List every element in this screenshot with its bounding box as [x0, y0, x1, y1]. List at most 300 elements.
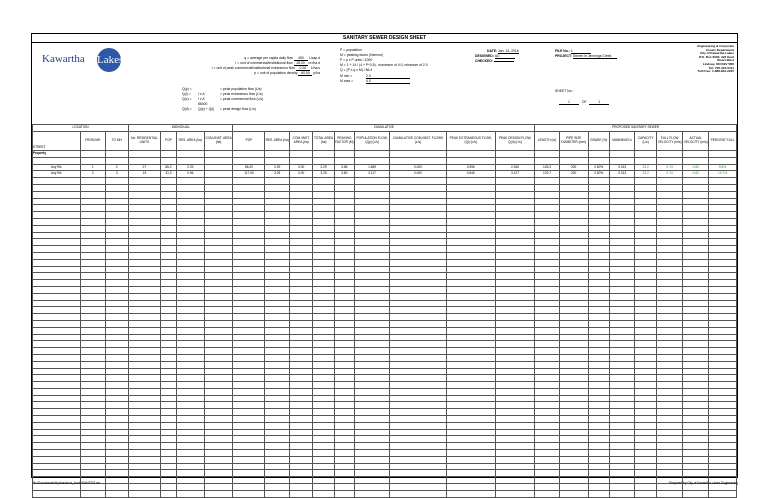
table-cell[interactable]	[709, 395, 737, 402]
table-cell[interactable]	[334, 307, 354, 314]
table-cell[interactable]	[354, 300, 389, 307]
table-cell[interactable]	[105, 375, 128, 382]
table-cell[interactable]	[559, 178, 588, 185]
table-cell[interactable]	[289, 225, 312, 232]
table-cell[interactable]	[334, 151, 354, 158]
table-cell[interactable]	[176, 286, 204, 293]
table-cell[interactable]	[176, 259, 204, 266]
table-cell[interactable]	[709, 198, 737, 205]
table-cell[interactable]	[635, 232, 656, 239]
table-cell[interactable]	[683, 320, 709, 327]
table-cell[interactable]: 3.80	[334, 171, 354, 178]
table-cell[interactable]	[635, 286, 656, 293]
table-cell[interactable]	[559, 307, 588, 314]
table-cell[interactable]	[390, 327, 447, 334]
table-cell[interactable]	[176, 293, 204, 300]
table-cell[interactable]	[204, 273, 233, 280]
table-cell[interactable]	[709, 422, 737, 429]
table-cell[interactable]	[33, 191, 81, 198]
table-cell[interactable]: 15	[128, 171, 160, 178]
table-cell[interactable]	[635, 151, 656, 158]
table-cell[interactable]	[128, 178, 160, 185]
table-cell[interactable]	[656, 286, 683, 293]
table-cell[interactable]	[128, 416, 160, 423]
table-cell[interactable]	[683, 157, 709, 164]
table-cell[interactable]	[354, 232, 389, 239]
table-cell[interactable]	[354, 151, 389, 158]
table-cell[interactable]	[559, 341, 588, 348]
table-cell[interactable]	[709, 368, 737, 375]
table-cell[interactable]	[80, 375, 105, 382]
table-cell[interactable]	[535, 232, 560, 239]
table-cell[interactable]	[495, 151, 535, 158]
table-cell[interactable]	[265, 307, 290, 314]
table-cell[interactable]	[204, 286, 233, 293]
table-cell[interactable]	[289, 348, 312, 355]
table-cell[interactable]	[204, 164, 233, 171]
table-cell[interactable]	[709, 232, 737, 239]
table-cell[interactable]	[390, 307, 447, 314]
table-cell[interactable]	[160, 416, 176, 423]
table-cell[interactable]	[233, 184, 265, 191]
table-cell[interactable]	[33, 443, 81, 450]
table-cell[interactable]	[588, 348, 609, 355]
table-cell[interactable]	[588, 443, 609, 450]
table-cell[interactable]	[265, 273, 290, 280]
table-cell[interactable]	[635, 443, 656, 450]
table-cell[interactable]: 3.117	[354, 171, 389, 178]
table-cell[interactable]	[334, 178, 354, 185]
table-cell[interactable]	[495, 368, 535, 375]
table-cell[interactable]	[265, 293, 290, 300]
table-cell[interactable]	[656, 246, 683, 253]
table-cell[interactable]	[176, 225, 204, 232]
table-cell[interactable]	[609, 361, 635, 368]
table-cell[interactable]	[535, 293, 560, 300]
table-cell[interactable]	[495, 191, 535, 198]
table-cell[interactable]	[609, 198, 635, 205]
table-cell[interactable]	[204, 368, 233, 375]
table-cell[interactable]	[535, 422, 560, 429]
table-cell[interactable]	[33, 205, 81, 212]
table-cell[interactable]	[204, 280, 233, 287]
table-cell[interactable]	[160, 382, 176, 389]
table-cell[interactable]	[233, 361, 265, 368]
table-cell[interactable]	[334, 205, 354, 212]
table-cell[interactable]	[80, 429, 105, 436]
table-cell[interactable]	[683, 184, 709, 191]
table-cell[interactable]	[204, 341, 233, 348]
table-cell[interactable]: 13.7%	[709, 171, 737, 178]
table-cell[interactable]	[446, 416, 495, 423]
table-cell[interactable]	[635, 212, 656, 219]
table-cell[interactable]	[535, 382, 560, 389]
table-cell[interactable]	[265, 151, 290, 158]
table-cell[interactable]	[105, 456, 128, 463]
table-cell[interactable]	[390, 157, 447, 164]
table-cell[interactable]	[354, 239, 389, 246]
table-cell[interactable]	[160, 422, 176, 429]
table-cell[interactable]: 9.8%	[709, 164, 737, 171]
table-cell[interactable]	[390, 382, 447, 389]
table-cell[interactable]	[289, 157, 312, 164]
table-cell[interactable]	[609, 205, 635, 212]
table-cell[interactable]: 0.013	[609, 164, 635, 171]
table-cell[interactable]	[128, 320, 160, 327]
table-cell[interactable]	[446, 409, 495, 416]
table-cell[interactable]	[313, 402, 334, 409]
table-cell[interactable]	[204, 382, 233, 389]
table-cell[interactable]	[709, 388, 737, 395]
table-cell[interactable]	[656, 382, 683, 389]
table-cell[interactable]	[635, 280, 656, 287]
table-cell[interactable]	[33, 266, 81, 273]
table-cell[interactable]	[656, 368, 683, 375]
table-cell[interactable]	[495, 178, 535, 185]
table-cell[interactable]	[495, 382, 535, 389]
table-cell[interactable]	[390, 375, 447, 382]
table-cell[interactable]	[635, 239, 656, 246]
table-cell[interactable]	[354, 490, 389, 497]
table-cell[interactable]	[176, 429, 204, 436]
table-cell[interactable]	[709, 490, 737, 497]
table-cell[interactable]: 200	[559, 171, 588, 178]
table-cell[interactable]	[33, 320, 81, 327]
table-cell[interactable]	[105, 490, 128, 497]
table-cell[interactable]	[105, 252, 128, 259]
table-cell[interactable]	[446, 395, 495, 402]
table-cell[interactable]	[588, 320, 609, 327]
table-cell[interactable]	[33, 422, 81, 429]
table-cell[interactable]	[609, 463, 635, 470]
table-cell[interactable]	[176, 307, 204, 314]
table-cell[interactable]	[204, 477, 233, 484]
table-cell[interactable]	[354, 246, 389, 253]
table-cell[interactable]	[265, 463, 290, 470]
table-cell[interactable]	[588, 395, 609, 402]
table-cell[interactable]	[128, 436, 160, 443]
table-cell[interactable]	[535, 157, 560, 164]
table-cell[interactable]	[683, 205, 709, 212]
table-cell[interactable]	[535, 280, 560, 287]
table-cell[interactable]	[588, 178, 609, 185]
table-cell[interactable]	[446, 484, 495, 491]
table-cell[interactable]	[588, 354, 609, 361]
table-cell[interactable]	[204, 443, 233, 450]
table-cell[interactable]: 117.50	[233, 171, 265, 178]
table-cell[interactable]	[265, 402, 290, 409]
table-cell[interactable]	[204, 348, 233, 355]
table-cell[interactable]: 0.596	[446, 164, 495, 171]
table-cell[interactable]	[656, 191, 683, 198]
table-cell[interactable]	[446, 456, 495, 463]
table-cell[interactable]: 23.2	[635, 164, 656, 171]
table-cell[interactable]	[334, 157, 354, 164]
table-cell[interactable]	[33, 490, 81, 497]
table-cell[interactable]	[265, 395, 290, 402]
table-cell[interactable]	[446, 259, 495, 266]
table-cell[interactable]	[128, 225, 160, 232]
table-cell[interactable]	[588, 266, 609, 273]
table-cell[interactable]	[128, 395, 160, 402]
table-cell[interactable]	[128, 157, 160, 164]
table-cell[interactable]	[535, 320, 560, 327]
table-cell[interactable]	[176, 273, 204, 280]
table-cell[interactable]	[446, 361, 495, 368]
table-cell[interactable]	[313, 252, 334, 259]
table-cell[interactable]	[334, 191, 354, 198]
table-cell[interactable]	[265, 218, 290, 225]
table-cell[interactable]	[176, 416, 204, 423]
table-cell[interactable]	[80, 252, 105, 259]
table-cell[interactable]	[33, 218, 81, 225]
table-cell[interactable]	[446, 477, 495, 484]
table-cell[interactable]	[709, 436, 737, 443]
table-cell[interactable]	[289, 239, 312, 246]
table-cell[interactable]	[390, 361, 447, 368]
table-cell[interactable]	[656, 456, 683, 463]
table-cell[interactable]	[334, 246, 354, 253]
table-cell[interactable]	[105, 402, 128, 409]
table-cell[interactable]	[160, 259, 176, 266]
table-cell[interactable]	[265, 409, 290, 416]
table-cell[interactable]	[609, 191, 635, 198]
table-cell[interactable]	[204, 314, 233, 321]
table-cell[interactable]	[233, 320, 265, 327]
table-cell[interactable]	[588, 252, 609, 259]
table-cell[interactable]	[233, 327, 265, 334]
table-cell[interactable]	[535, 286, 560, 293]
table-cell[interactable]	[495, 273, 535, 280]
table-cell[interactable]	[588, 157, 609, 164]
table-cell[interactable]	[334, 402, 354, 409]
table-cell[interactable]	[495, 259, 535, 266]
table-cell[interactable]	[204, 320, 233, 327]
table-cell[interactable]	[233, 225, 265, 232]
table-cell[interactable]	[354, 259, 389, 266]
table-cell[interactable]	[559, 429, 588, 436]
table-cell[interactable]	[128, 463, 160, 470]
table-cell[interactable]	[289, 320, 312, 327]
table-cell[interactable]	[609, 334, 635, 341]
table-cell[interactable]	[313, 388, 334, 395]
table-cell[interactable]	[176, 409, 204, 416]
table-cell[interactable]	[160, 443, 176, 450]
table-cell[interactable]	[233, 178, 265, 185]
table-cell[interactable]	[313, 490, 334, 497]
table-cell[interactable]	[635, 184, 656, 191]
table-cell[interactable]	[535, 198, 560, 205]
table-cell[interactable]: 1	[80, 164, 105, 171]
table-cell[interactable]	[390, 395, 447, 402]
table-cell[interactable]	[354, 450, 389, 457]
table-cell[interactable]: 129.7	[535, 171, 560, 178]
table-cell[interactable]	[354, 429, 389, 436]
table-cell[interactable]	[709, 382, 737, 389]
table-cell[interactable]	[80, 450, 105, 457]
table-cell[interactable]	[656, 416, 683, 423]
table-cell[interactable]	[559, 436, 588, 443]
table-cell[interactable]	[265, 484, 290, 491]
table-cell[interactable]	[289, 443, 312, 450]
table-cell[interactable]: 0.50%	[588, 171, 609, 178]
table-cell[interactable]	[233, 280, 265, 287]
table-cell[interactable]	[535, 443, 560, 450]
table-cell[interactable]	[265, 354, 290, 361]
table-cell[interactable]	[176, 341, 204, 348]
table-cell[interactable]	[105, 388, 128, 395]
table-cell[interactable]	[390, 320, 447, 327]
table-cell[interactable]	[683, 429, 709, 436]
table-cell[interactable]	[446, 218, 495, 225]
table-cell[interactable]	[313, 368, 334, 375]
table-cell[interactable]	[709, 327, 737, 334]
table-cell[interactable]	[334, 232, 354, 239]
table-cell[interactable]	[354, 375, 389, 382]
table-cell[interactable]	[635, 157, 656, 164]
table-cell[interactable]	[80, 246, 105, 253]
table-cell[interactable]	[160, 361, 176, 368]
table-cell[interactable]	[265, 259, 290, 266]
table-cell[interactable]	[176, 191, 204, 198]
table-cell[interactable]	[289, 252, 312, 259]
table-cell[interactable]	[683, 388, 709, 395]
table-cell[interactable]	[313, 259, 334, 266]
table-cell[interactable]	[289, 463, 312, 470]
table-cell[interactable]	[535, 395, 560, 402]
table-cell[interactable]	[609, 348, 635, 355]
table-cell[interactable]	[176, 300, 204, 307]
table-cell[interactable]	[354, 293, 389, 300]
table-cell[interactable]	[204, 450, 233, 457]
table-cell[interactable]	[265, 341, 290, 348]
table-cell[interactable]	[33, 314, 81, 321]
table-cell[interactable]	[334, 463, 354, 470]
table-cell[interactable]	[265, 450, 290, 457]
table-cell[interactable]	[80, 416, 105, 423]
table-cell[interactable]	[33, 307, 81, 314]
table-cell[interactable]	[289, 218, 312, 225]
table-cell[interactable]	[33, 225, 81, 232]
table-cell[interactable]	[334, 354, 354, 361]
table-cell[interactable]	[535, 409, 560, 416]
table-cell[interactable]	[559, 375, 588, 382]
table-cell[interactable]	[709, 273, 737, 280]
table-cell[interactable]	[105, 320, 128, 327]
table-cell[interactable]	[709, 191, 737, 198]
table-cell[interactable]	[683, 348, 709, 355]
table-cell[interactable]	[176, 348, 204, 355]
table-cell[interactable]	[683, 198, 709, 205]
table-cell[interactable]	[313, 463, 334, 470]
table-cell[interactable]	[204, 266, 233, 273]
table-cell[interactable]	[354, 157, 389, 164]
table-cell[interactable]	[334, 239, 354, 246]
table-cell[interactable]	[390, 402, 447, 409]
table-cell[interactable]	[390, 212, 447, 219]
table-cell[interactable]	[683, 259, 709, 266]
table-cell[interactable]	[176, 382, 204, 389]
table-cell[interactable]	[683, 300, 709, 307]
table-cell[interactable]	[160, 293, 176, 300]
table-cell[interactable]	[289, 395, 312, 402]
table-cell[interactable]	[709, 205, 737, 212]
table-cell[interactable]	[559, 151, 588, 158]
table-cell[interactable]	[609, 280, 635, 287]
table-cell[interactable]	[354, 348, 389, 355]
table-cell[interactable]	[334, 422, 354, 429]
table-cell[interactable]	[176, 484, 204, 491]
table-cell[interactable]	[204, 395, 233, 402]
checked-field[interactable]	[494, 61, 514, 62]
table-cell[interactable]	[354, 198, 389, 205]
table-cell[interactable]: 3.86	[334, 164, 354, 171]
table-cell[interactable]: 0.000	[390, 164, 447, 171]
table-cell[interactable]	[635, 225, 656, 232]
table-cell[interactable]	[709, 266, 737, 273]
table-cell[interactable]	[80, 341, 105, 348]
table-cell[interactable]	[446, 490, 495, 497]
table-cell[interactable]	[265, 280, 290, 287]
table-cell[interactable]	[559, 422, 588, 429]
table-cell[interactable]	[33, 239, 81, 246]
table-cell[interactable]	[80, 436, 105, 443]
table-cell[interactable]	[204, 212, 233, 219]
table-cell[interactable]	[535, 184, 560, 191]
table-cell[interactable]	[289, 490, 312, 497]
table-cell[interactable]	[354, 286, 389, 293]
table-cell[interactable]	[160, 470, 176, 477]
file-field[interactable]: 1	[571, 49, 591, 54]
table-cell[interactable]	[80, 354, 105, 361]
table-cell[interactable]	[495, 402, 535, 409]
table-cell[interactable]	[204, 205, 233, 212]
table-cell[interactable]	[128, 266, 160, 273]
table-cell[interactable]: 0.00	[289, 171, 312, 178]
table-cell[interactable]	[289, 293, 312, 300]
table-cell[interactable]	[128, 280, 160, 287]
table-cell[interactable]	[390, 341, 447, 348]
table-cell[interactable]	[128, 409, 160, 416]
table-cell[interactable]	[160, 300, 176, 307]
table-cell[interactable]	[354, 402, 389, 409]
table-cell[interactable]	[635, 382, 656, 389]
table-cell[interactable]	[446, 436, 495, 443]
table-cell[interactable]: 0.00	[289, 164, 312, 171]
table-cell[interactable]	[495, 334, 535, 341]
table-cell[interactable]	[233, 151, 265, 158]
table-cell[interactable]	[446, 232, 495, 239]
table-cell[interactable]	[204, 307, 233, 314]
table-cell[interactable]	[635, 300, 656, 307]
table-cell[interactable]	[446, 246, 495, 253]
table-cell[interactable]	[33, 436, 81, 443]
table-cell[interactable]	[656, 300, 683, 307]
table-cell[interactable]	[233, 205, 265, 212]
table-cell[interactable]	[656, 259, 683, 266]
project-field[interactable]: Steven in Jennings Creek	[573, 54, 617, 59]
table-cell[interactable]	[313, 429, 334, 436]
table-cell[interactable]	[559, 212, 588, 219]
table-cell[interactable]	[105, 246, 128, 253]
table-cell[interactable]	[160, 327, 176, 334]
table-cell[interactable]	[176, 375, 204, 382]
table-cell[interactable]	[128, 450, 160, 457]
table-cell[interactable]	[709, 286, 737, 293]
table-cell[interactable]	[535, 450, 560, 457]
table-cell[interactable]	[334, 368, 354, 375]
table-cell[interactable]	[559, 477, 588, 484]
